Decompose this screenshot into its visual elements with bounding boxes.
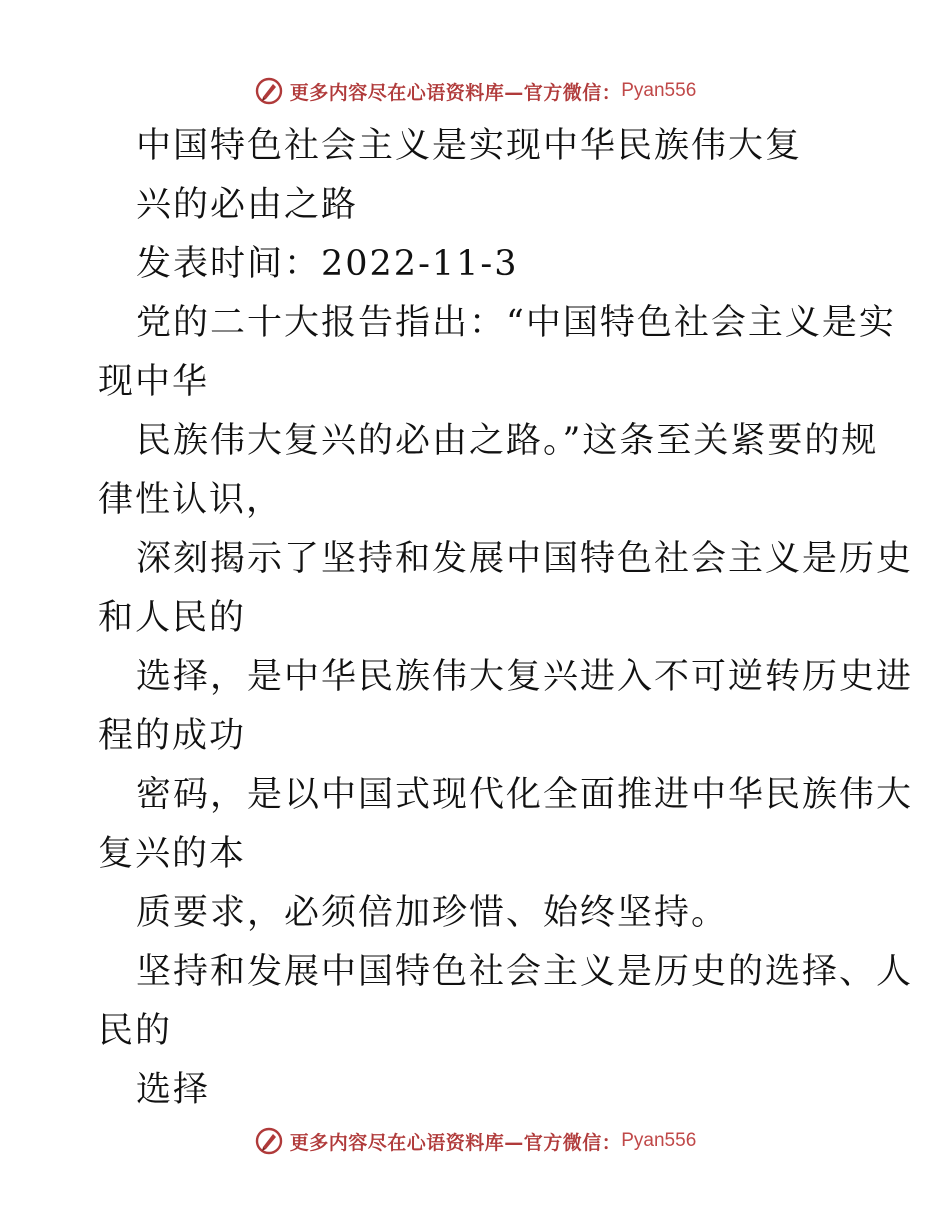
header-watermark-id: Pyan556	[621, 80, 697, 101]
doc-text-line: 民的	[98, 1011, 173, 1051]
doc-text-line: 密码，是以中国式现代化全面推进中华民族伟大	[136, 775, 914, 815]
doc-text-line: 复兴的本	[98, 834, 247, 874]
doc-text-line: 律性认识，	[98, 480, 284, 520]
doc-text-line: 现中华	[98, 362, 210, 402]
doc-publish-date: 发表时间：2022-11-3	[136, 244, 519, 284]
header-watermark-text: 更多内容尽在心语资料库—官方微信：	[289, 81, 622, 104]
footer-watermark-banner	[0, 1121, 950, 1161]
doc-text-line: 党的二十大报告指出：“中国特色社会主义是实	[136, 303, 896, 343]
doc-title-line-2: 兴的必由之路	[136, 185, 359, 225]
doc-text-line: 选择	[136, 1070, 211, 1110]
doc-text-line: 和人民的	[98, 598, 247, 638]
doc-text-line: 质要求，必须倍加珍惜、始终坚持。	[136, 893, 729, 933]
document-body	[98, 117, 914, 1120]
header-watermark-banner	[0, 71, 950, 111]
pen-logo-icon	[254, 76, 284, 106]
pen-logo-icon	[254, 1126, 284, 1156]
doc-text-line: 民族伟大复兴的必由之路。”这条至关紧要的规	[136, 421, 879, 461]
doc-text-line: 程的成功	[98, 716, 247, 756]
footer-watermark-id: Pyan556	[621, 1130, 697, 1151]
doc-text-line: 选择，是中华民族伟大复兴进入不可逆转历史进	[136, 657, 914, 697]
doc-title-line-1: 中国特色社会主义是实现中华民族伟大复	[136, 126, 803, 166]
doc-text-line: 深刻揭示了坚持和发展中国特色社会主义是历史	[136, 539, 914, 579]
doc-text-line: 坚持和发展中国特色社会主义是历史的选择、人	[136, 952, 914, 992]
footer-watermark-text: 更多内容尽在心语资料库—官方微信：	[289, 1131, 622, 1154]
